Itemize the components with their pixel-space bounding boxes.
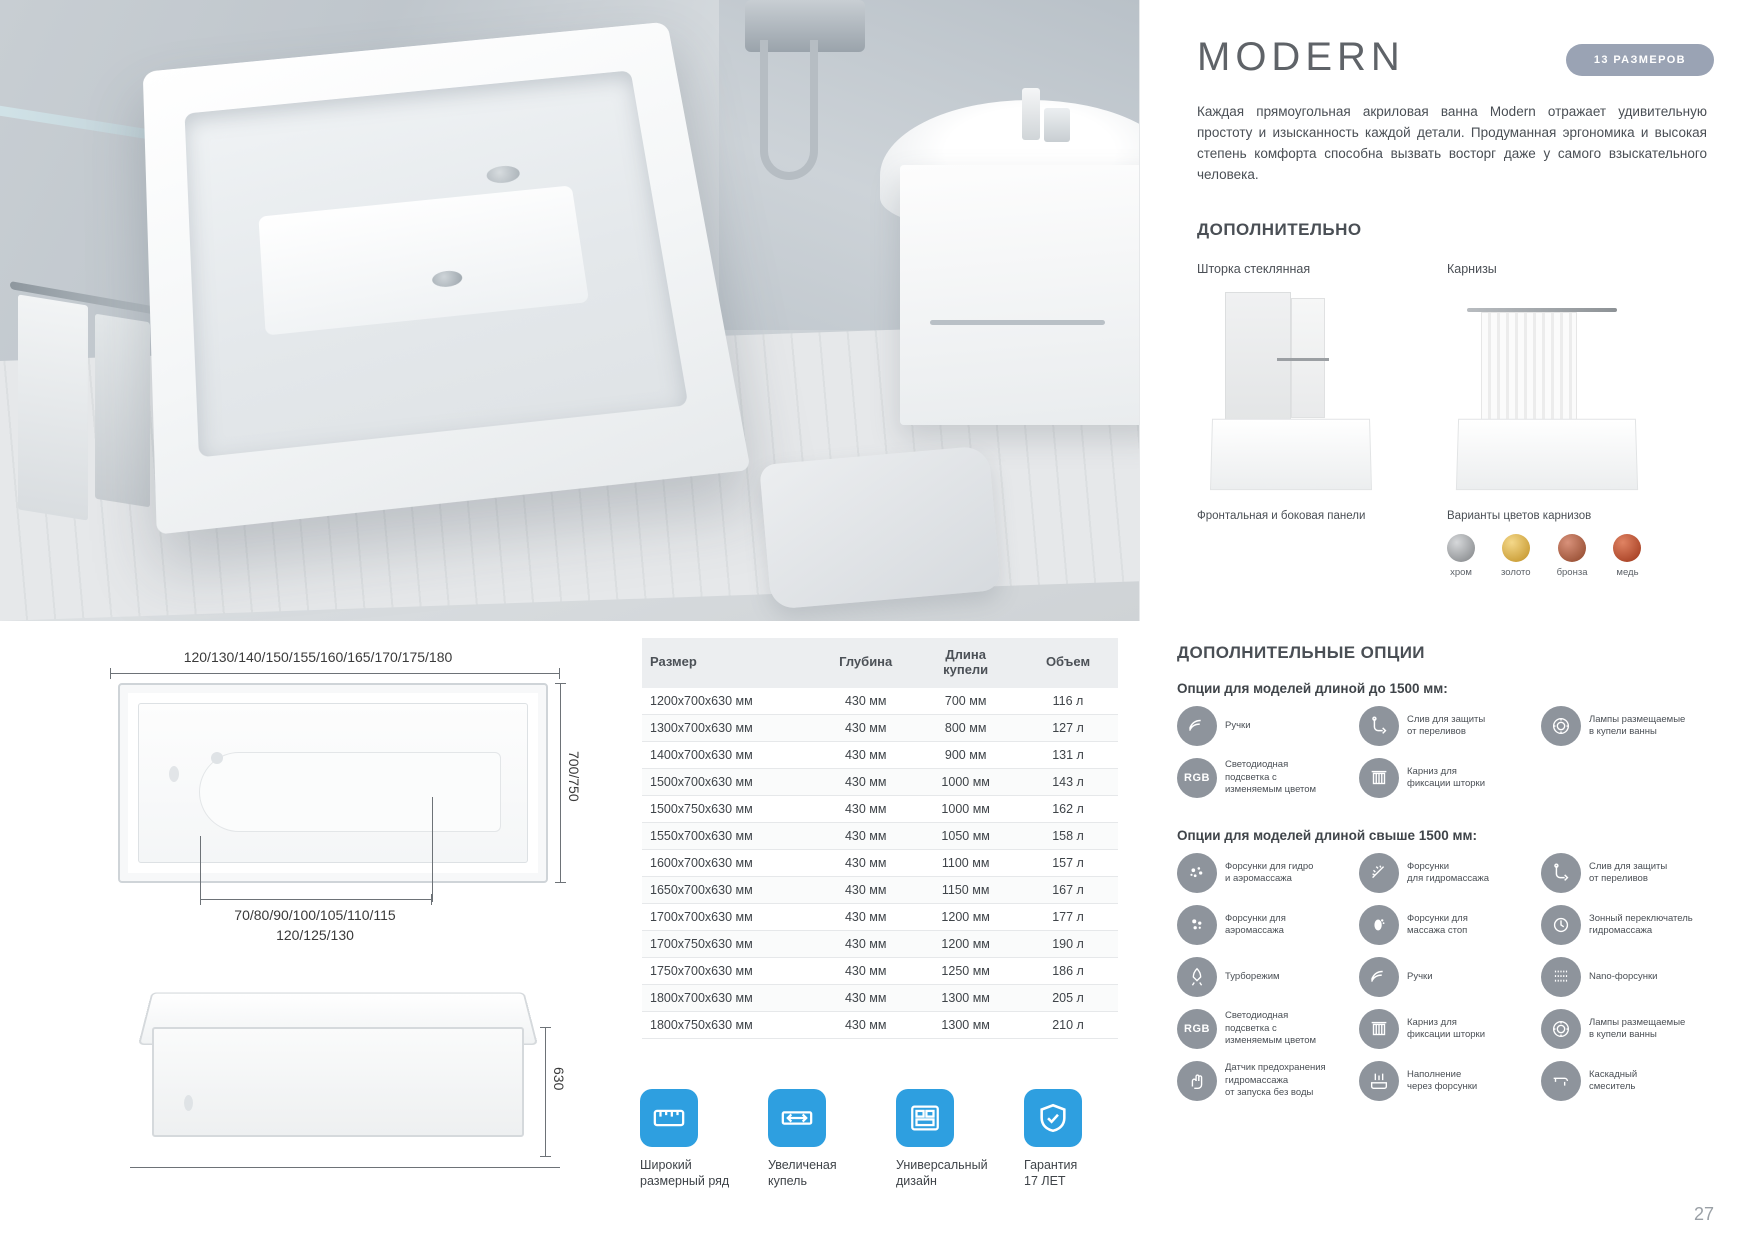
- option-label: Каскадный смеситель: [1589, 1068, 1638, 1092]
- cell-size: 1750х700х630 мм: [642, 957, 818, 984]
- color-swatch[interactable]: [1447, 534, 1475, 578]
- cell-depth: 430 мм: [818, 768, 913, 795]
- table-row: [642, 849, 1118, 876]
- bathtub-outline: [1210, 418, 1372, 489]
- dimension-right-label: 700/750: [566, 751, 582, 802]
- cell-depth: 430 мм: [818, 1011, 913, 1038]
- option-label: Nano-форсунки: [1589, 970, 1658, 982]
- table-row: [642, 957, 1118, 984]
- option-item: [1359, 1061, 1541, 1101]
- cell-depth: 430 мм: [818, 957, 913, 984]
- accessory-cornice: [1447, 262, 1737, 578]
- option-item: [1541, 706, 1723, 746]
- design-grid-icon: [896, 1089, 954, 1147]
- table-row: [642, 822, 1118, 849]
- specifications-table: [642, 638, 1118, 1039]
- option-label: Карниз для фиксации шторки: [1407, 765, 1486, 789]
- cell-length: 1000 мм: [913, 768, 1018, 795]
- option-item: [1541, 1009, 1723, 1049]
- plan-inner: [138, 703, 528, 863]
- feature-text: [640, 1157, 750, 1190]
- overflow-drain-icon: [1359, 706, 1399, 746]
- option-label: Наполнение через форсунки: [1407, 1068, 1478, 1092]
- cell-size: 1200х700х630 мм: [642, 688, 818, 715]
- page-number: 27: [1693, 1204, 1714, 1224]
- cornice-color-swatches: [1447, 534, 1737, 578]
- cell-size: 1600х700х630 мм: [642, 849, 818, 876]
- cell-length: 1100 мм: [913, 849, 1018, 876]
- shower-curtain: [1481, 312, 1577, 430]
- option-label: Турборежим: [1225, 970, 1280, 982]
- cell-size: 1700х750х630 мм: [642, 930, 818, 957]
- vanity-cabinet: [900, 165, 1139, 425]
- cell-volume: 158 л: [1018, 822, 1118, 849]
- table-row: [642, 741, 1118, 768]
- option-item: [1177, 905, 1359, 945]
- cell-length: 1300 мм: [913, 984, 1018, 1011]
- cell-length: 1200 мм: [913, 930, 1018, 957]
- dimension-inner-tick: [200, 836, 201, 902]
- swatch-chrome: [1447, 534, 1475, 562]
- option-label: Слив для защиты от переливов: [1589, 860, 1668, 884]
- expand-arrows-icon: [768, 1089, 826, 1147]
- cell-depth: 430 мм: [818, 714, 913, 741]
- cell-size: 1700х700х630 мм: [642, 903, 818, 930]
- swatch-gold: [1502, 534, 1530, 562]
- cell-volume: 143 л: [1018, 768, 1118, 795]
- option-label: Светодиодная подсветка с изменяемым цветом: [1225, 1010, 1317, 1047]
- options-small-title: Опции для моделей длиной до 1500 мм:: [1177, 681, 1448, 696]
- cell-volume: 205 л: [1018, 984, 1118, 1011]
- table-row: [642, 930, 1118, 957]
- option-item: [1177, 1061, 1359, 1101]
- option-item: [1177, 957, 1359, 997]
- cell-volume: 210 л: [1018, 1011, 1118, 1038]
- table-row: [642, 984, 1118, 1011]
- foot-massage-icon: [1359, 905, 1399, 945]
- option-label: Форсунки для гидро и аэромассажа: [1225, 860, 1314, 884]
- accessory-screen: [1197, 262, 1447, 522]
- cell-length: 700 мм: [913, 688, 1018, 715]
- color-swatch[interactable]: [1613, 534, 1641, 578]
- feature-text: [768, 1157, 878, 1190]
- cell-volume: 162 л: [1018, 795, 1118, 822]
- accessory-cornice-caption: Варианты цветов карнизов: [1447, 509, 1592, 522]
- option-item: [1359, 957, 1541, 997]
- cell-volume: 167 л: [1018, 876, 1118, 903]
- plan-overflow-icon: [169, 766, 179, 782]
- cell-length: 1150 мм: [913, 876, 1018, 903]
- cell-size: 1800х700х630 мм: [642, 984, 818, 1011]
- accessory-screen-caption: Фронтальная и боковая панели: [1197, 509, 1366, 522]
- table-row: [642, 903, 1118, 930]
- cell-volume: 116 л: [1018, 688, 1118, 715]
- perspective-body: [152, 1027, 524, 1137]
- table-row: [642, 714, 1118, 741]
- options-small-grid: [1177, 706, 1724, 810]
- dry-run-sensor-icon: [1177, 1061, 1217, 1101]
- zone-switch-icon: [1541, 905, 1581, 945]
- curtain-rail-icon: [1359, 1009, 1399, 1049]
- column-header-size: Размер: [642, 638, 818, 688]
- table-row: [642, 768, 1118, 795]
- overflow-drain-icon: [1541, 853, 1581, 893]
- cell-depth: 430 мм: [818, 876, 913, 903]
- dimension-height-line: [545, 1027, 546, 1157]
- turbo-icon: [1177, 957, 1217, 997]
- option-item: [1359, 905, 1541, 945]
- baseline: [130, 1167, 560, 1168]
- dimension-inner-label-1: 70/80/90/100/105/110/115: [234, 907, 396, 923]
- accessories-section: [1197, 262, 1714, 592]
- swatch-copper: [1613, 534, 1641, 562]
- fill-through-jets-icon: [1359, 1061, 1399, 1101]
- dimension-height-label: 630: [551, 1067, 567, 1091]
- cell-volume: 131 л: [1018, 741, 1118, 768]
- rgb-icon: RGB: [1177, 758, 1217, 798]
- product-header-panel: [1139, 0, 1754, 621]
- options-large-grid: [1177, 853, 1724, 1113]
- feature-text: [896, 1157, 1006, 1190]
- option-item: [1359, 706, 1541, 746]
- cell-volume: 157 л: [1018, 849, 1118, 876]
- cell-volume: 177 л: [1018, 903, 1118, 930]
- drain-icon: [486, 165, 521, 185]
- lamp-icon: [1541, 1009, 1581, 1049]
- cell-depth: 430 мм: [818, 903, 913, 930]
- cell-volume: 127 л: [1018, 714, 1118, 741]
- bathtub-basin: [258, 185, 589, 335]
- column-header-length: [913, 638, 1018, 688]
- plan-drain-icon: [211, 752, 223, 764]
- hydro-aero-jets-icon: [1177, 853, 1217, 893]
- cornice-illustration: [1447, 292, 1677, 502]
- shield-check-icon: [1024, 1089, 1082, 1147]
- option-item: [1359, 1009, 1541, 1049]
- option-label: Лампы размещаемые в купели ванны: [1589, 713, 1686, 737]
- cell-size: 1500х700х630 мм: [642, 768, 818, 795]
- option-item: [1359, 853, 1541, 893]
- option-item: [1177, 1009, 1359, 1049]
- table-row: [642, 1011, 1118, 1038]
- cell-length: 1300 мм: [913, 1011, 1018, 1038]
- ruler-icon: [640, 1089, 698, 1147]
- feature-line2: 17 ЛЕТ: [1024, 1173, 1066, 1188]
- technical-drawings: [0, 621, 620, 1241]
- feature-line1: Универсальный: [896, 1157, 988, 1172]
- cup: [1044, 108, 1070, 142]
- option-label: Датчик предохранения гидромассажа от запуска без воды: [1225, 1062, 1326, 1099]
- feature-item: [768, 1089, 878, 1190]
- cell-depth: 430 мм: [818, 741, 913, 768]
- option-label: Зонный переключатель гидромассажа: [1589, 912, 1693, 936]
- plan-basin: [199, 752, 501, 832]
- lamp-icon: [1541, 706, 1581, 746]
- cell-size: 1800х750х630 мм: [642, 1011, 818, 1038]
- cell-depth: 430 мм: [818, 688, 913, 715]
- curtain-rail-icon: [1359, 758, 1399, 798]
- option-label: Светодиодная подсветка с изменяемым цветом: [1225, 759, 1317, 796]
- table-row: [642, 795, 1118, 822]
- cell-depth: 430 мм: [818, 930, 913, 957]
- option-item: [1541, 1061, 1723, 1101]
- bathtub: [143, 22, 751, 535]
- cell-length: 1050 мм: [913, 822, 1018, 849]
- feature-text: [1024, 1157, 1134, 1190]
- column-header-depth: Глубина: [818, 638, 913, 688]
- accessory-screen-label: Шторка стеклянная: [1197, 261, 1311, 276]
- bathtub-inner: [185, 70, 689, 457]
- cell-size: 1300х700х630 мм: [642, 714, 818, 741]
- option-item: [1541, 853, 1723, 893]
- cell-size: 1500х750х630 мм: [642, 795, 818, 822]
- towel: [95, 314, 150, 508]
- cascade-mixer-icon: [1541, 1061, 1581, 1101]
- swatch-label: хром: [1450, 566, 1472, 578]
- additional-heading: ДОПОЛНИТЕЛЬНО: [1197, 219, 1362, 239]
- product-description: Каждая прямоугольная акриловая ванна Modern отражает удивительную простоту и изысканность каждой детали. Продуманная эргономика и высокая степень комфорта способна вызвать восторг даже у самого взыскательного человека.: [1197, 104, 1707, 182]
- hydro-jets-icon: [1359, 853, 1399, 893]
- feature-line2: купель: [768, 1173, 807, 1188]
- column-header-length-line2: купели: [943, 661, 989, 677]
- screen-illustration: [1197, 292, 1427, 502]
- color-swatch[interactable]: [1501, 534, 1531, 578]
- table-row: [642, 688, 1118, 715]
- feature-line1: Увеличеная: [768, 1157, 837, 1172]
- table-header-row: [642, 638, 1118, 688]
- option-item: [1177, 853, 1359, 893]
- handle-icon: [1177, 706, 1217, 746]
- column-header-volume: Объем: [1018, 638, 1118, 688]
- dimension-right-line: [560, 683, 561, 883]
- option-label: Ручки: [1407, 970, 1433, 982]
- cell-volume: 190 л: [1018, 930, 1118, 957]
- swatch-label: бронза: [1556, 566, 1588, 578]
- cell-size: 1550х700х630 мм: [642, 822, 818, 849]
- column-header-length-line1: Длина: [945, 647, 986, 662]
- cell-volume: 186 л: [1018, 957, 1118, 984]
- table-row: [642, 876, 1118, 903]
- swatch-label: медь: [1616, 566, 1639, 578]
- glass-bar: [1277, 358, 1329, 361]
- cell-length: 1000 мм: [913, 795, 1018, 822]
- options-large-title: Опции для моделей длиной свыше 1500 мм:: [1177, 828, 1477, 843]
- option-label: Ручки: [1225, 719, 1251, 731]
- dimension-top-label: 120/130/140/150/155/160/165/170/175/180: [183, 649, 453, 665]
- cell-length: 900 мм: [913, 741, 1018, 768]
- option-label: Слив для защиты от переливов: [1407, 713, 1486, 737]
- bathtub-perspective-view: [138, 969, 568, 1169]
- feature-line1: Гарантия: [1024, 1157, 1078, 1172]
- option-item: [1359, 758, 1541, 798]
- feature-line2: размерный ряд: [640, 1173, 730, 1188]
- option-label: Лампы размещаемые в купели ванны: [1589, 1016, 1686, 1040]
- vanity-handle: [930, 320, 1105, 325]
- size-count-badge: 13 РАЗМЕРОВ: [1566, 44, 1714, 76]
- dimension-inner-tick: [432, 797, 433, 902]
- option-label: Форсунки для гидромассажа: [1407, 860, 1489, 884]
- option-item: [1541, 957, 1723, 997]
- feature-item: [640, 1089, 750, 1190]
- nano-jets-icon: [1541, 957, 1581, 997]
- option-item: [1177, 706, 1359, 746]
- dimension-inner-label-2: 120/125/130: [276, 927, 354, 943]
- feature-item: [1024, 1089, 1134, 1190]
- option-label: Форсунки для массажа стоп: [1407, 912, 1468, 936]
- option-label: Форсунки для аэромассажа: [1225, 912, 1286, 936]
- swatch-bronze: [1558, 534, 1586, 562]
- color-swatch[interactable]: [1557, 534, 1588, 578]
- aero-jets-icon: [1177, 905, 1217, 945]
- glass-panel: [1225, 292, 1291, 422]
- cell-depth: 430 мм: [818, 795, 913, 822]
- bath-mat: [759, 445, 1001, 609]
- cell-depth: 430 мм: [818, 984, 913, 1011]
- soap-bottle: [1022, 88, 1040, 140]
- option-item: [1177, 758, 1359, 798]
- option-item: [1541, 905, 1723, 945]
- cell-length: 1200 мм: [913, 903, 1018, 930]
- towel: [18, 294, 88, 520]
- accessory-cornice-label: Карнизы: [1447, 261, 1497, 276]
- product-photo: [0, 0, 1139, 621]
- perspective-overflow-icon: [184, 1095, 193, 1111]
- additional-options-panel: [1139, 621, 1754, 1241]
- feature-highlights: [640, 1089, 1140, 1190]
- bathtub-plan-view: [118, 683, 548, 883]
- feature-line2: дизайн: [896, 1173, 937, 1188]
- swatch-label: золото: [1501, 566, 1531, 578]
- cell-length: 1250 мм: [913, 957, 1018, 984]
- shower-hose: [760, 40, 818, 180]
- handle-icon: [1359, 957, 1399, 997]
- feature-line1: Широкий: [640, 1157, 692, 1172]
- cell-size: 1650х700х630 мм: [642, 876, 818, 903]
- table-body: [642, 688, 1118, 1039]
- bathtub-outline: [1456, 418, 1638, 489]
- option-label: Карниз для фиксации шторки: [1407, 1016, 1486, 1040]
- cell-depth: 430 мм: [818, 822, 913, 849]
- cell-depth: 430 мм: [818, 849, 913, 876]
- cell-size: 1400х700х630 мм: [642, 741, 818, 768]
- dimension-inner-line: [200, 899, 432, 900]
- rgb-icon: RGB: [1177, 1009, 1217, 1049]
- options-title: ДОПОЛНИТЕЛЬНЫЕ ОПЦИИ: [1177, 643, 1425, 662]
- page-title: MODERN: [1197, 35, 1405, 79]
- dimension-top-line: [110, 673, 560, 674]
- cell-length: 800 мм: [913, 714, 1018, 741]
- feature-item: [896, 1089, 1006, 1190]
